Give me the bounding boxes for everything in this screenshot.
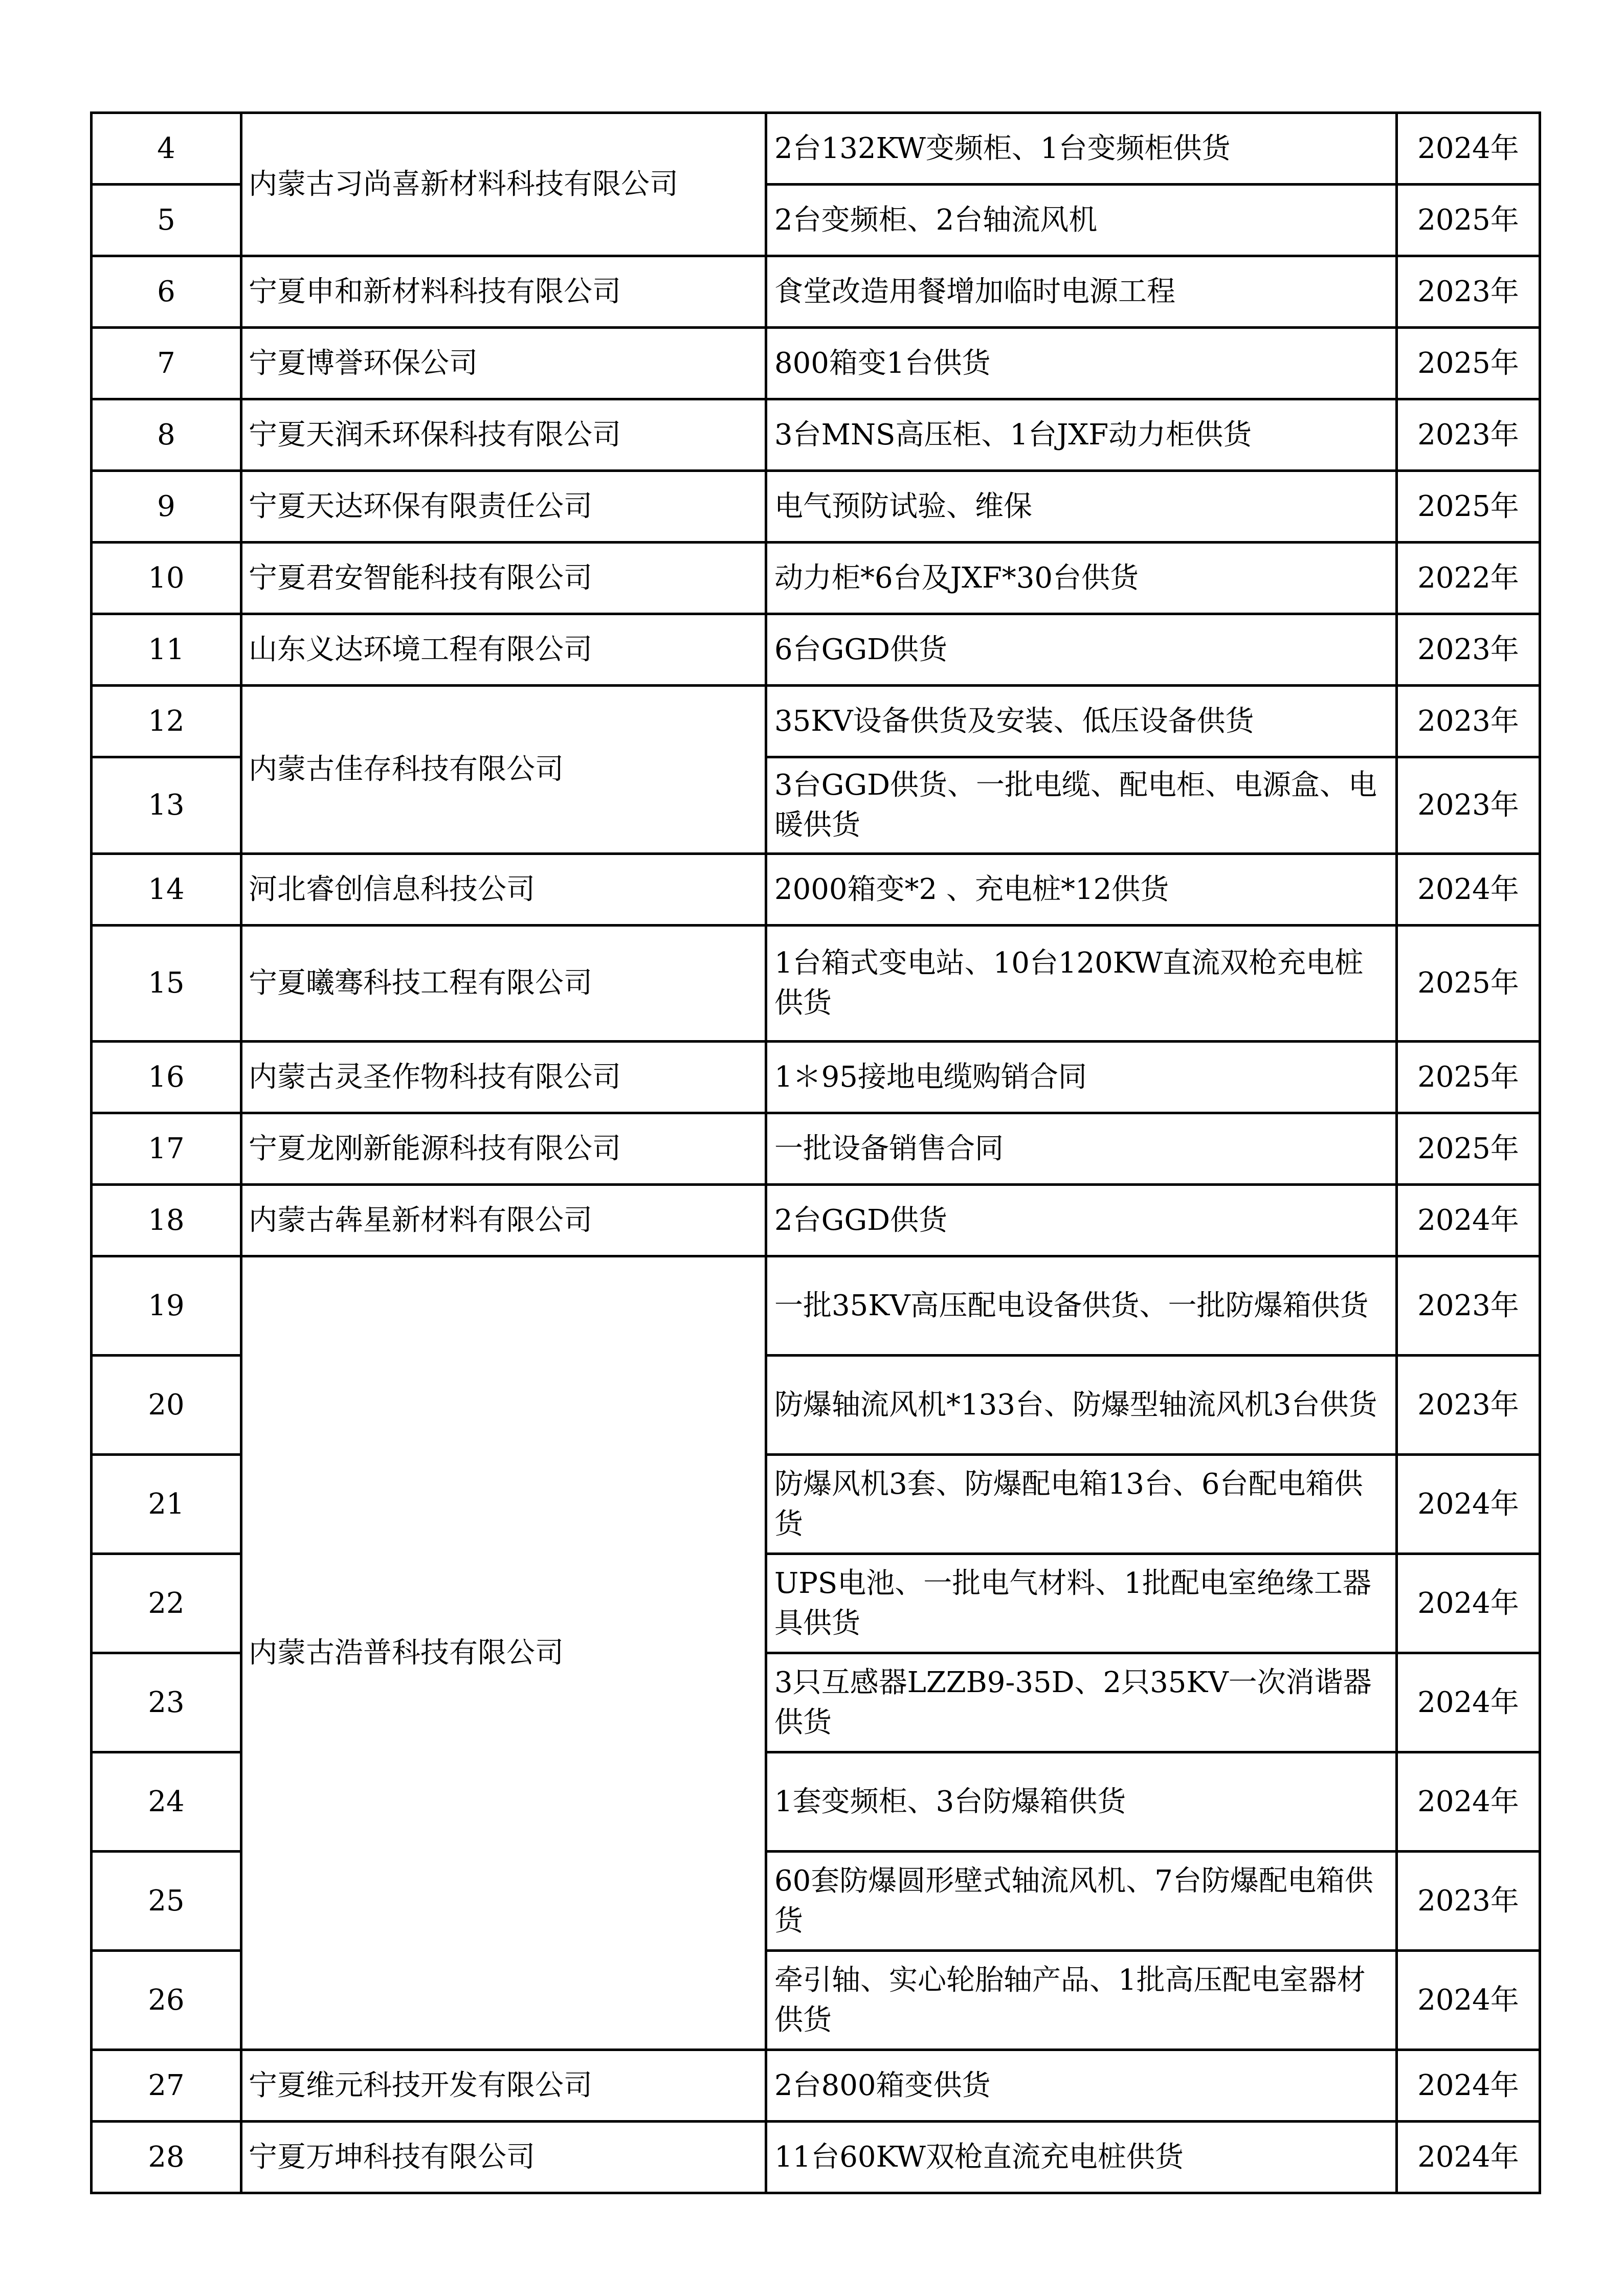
company-name: 宁夏维元科技开发有限公司: [241, 2050, 766, 2122]
row-number: 19: [92, 1256, 241, 1356]
contract-item: 3台MNS高压柜、1台JXF动力柜供货: [766, 399, 1397, 471]
contract-year: 2024年: [1397, 854, 1540, 926]
contract-item: 1＊95接地电缆购销合同: [766, 1042, 1397, 1113]
row-number: 23: [92, 1653, 241, 1752]
contract-item: 食堂改造用餐增加临时电源工程: [766, 256, 1397, 328]
table-row: [92, 686, 1540, 757]
contract-year: 2024年: [1397, 1455, 1540, 1554]
contract-performance-table: [90, 111, 1541, 2194]
contract-year: 2025年: [1397, 1113, 1540, 1185]
contract-year: 2023年: [1397, 686, 1540, 757]
contract-year: 2023年: [1397, 1852, 1540, 1951]
table-row: [92, 614, 1540, 686]
contract-item: 3只互感器LZZB9-35D、2只35KV一次消谐器供货: [766, 1653, 1397, 1752]
row-number: 12: [92, 686, 241, 757]
row-number: 10: [92, 543, 241, 614]
contract-year: 2023年: [1397, 256, 1540, 328]
contract-year: 2025年: [1397, 328, 1540, 399]
table-row: [92, 328, 1540, 399]
row-number: 6: [92, 256, 241, 328]
contract-item: UPS电池、一批电气材料、1批配电室绝缘工器具供货: [766, 1554, 1397, 1653]
row-number: 17: [92, 1113, 241, 1185]
table-row: [92, 854, 1540, 926]
company-name: 内蒙古习尚喜新材料科技有限公司: [241, 113, 766, 256]
contract-item: 1台箱式变电站、10台120KW直流双枪充电桩供货: [766, 926, 1397, 1042]
contract-item: 3台GGD供货、一批电缆、配电柜、电源盒、电暖供货: [766, 757, 1397, 854]
table-row: [92, 1042, 1540, 1113]
table-row: [92, 2050, 1540, 2122]
contract-year: 2022年: [1397, 543, 1540, 614]
company-name: 山东义达环境工程有限公司: [241, 614, 766, 686]
row-number: 11: [92, 614, 241, 686]
contract-item: 2台GGD供货: [766, 1185, 1397, 1256]
contract-year: 2023年: [1397, 399, 1540, 471]
contract-year: 2025年: [1397, 1042, 1540, 1113]
contract-item: 一批设备销售合同: [766, 1113, 1397, 1185]
row-number: 28: [92, 2122, 241, 2193]
contract-year: 2024年: [1397, 2122, 1540, 2193]
contract-item: 动力柜*6台及JXF*30台供货: [766, 543, 1397, 614]
table-row: [92, 471, 1540, 543]
table-row: [92, 399, 1540, 471]
row-number: 14: [92, 854, 241, 926]
contract-year: 2025年: [1397, 185, 1540, 256]
row-number: 16: [92, 1042, 241, 1113]
table-row: [92, 1113, 1540, 1185]
table-row: [92, 926, 1540, 1042]
contract-item: 2000箱变*2 、充电桩*12供货: [766, 854, 1397, 926]
row-number: 5: [92, 185, 241, 256]
contract-item: 2台132KW变频柜、1台变频柜供货: [766, 113, 1397, 185]
company-name: 宁夏申和新材料科技有限公司: [241, 256, 766, 328]
company-name: 宁夏曦骞科技工程有限公司: [241, 926, 766, 1042]
company-name: 宁夏君安智能科技有限公司: [241, 543, 766, 614]
table-row: [92, 113, 1540, 185]
table-row: [92, 543, 1540, 614]
row-number: 7: [92, 328, 241, 399]
contract-year: 2023年: [1397, 757, 1540, 854]
contract-year: 2024年: [1397, 1951, 1540, 2050]
contract-item: 2台变频柜、2台轴流风机: [766, 185, 1397, 256]
contract-item: 防爆轴流风机*133台、防爆型轴流风机3台供货: [766, 1356, 1397, 1455]
company-name: 内蒙古灵圣作物科技有限公司: [241, 1042, 766, 1113]
row-number: 24: [92, 1752, 241, 1852]
contract-year: 2024年: [1397, 1752, 1540, 1852]
contract-year: 2024年: [1397, 1554, 1540, 1653]
contract-item: 一批35KV高压配电设备供货、一批防爆箱供货: [766, 1256, 1397, 1356]
table-row: [92, 1185, 1540, 1256]
contract-item: 800箱变1台供货: [766, 328, 1397, 399]
company-name: 宁夏万坤科技有限公司: [241, 2122, 766, 2193]
company-name: 宁夏天润禾环保科技有限公司: [241, 399, 766, 471]
contract-item: 2台800箱变供货: [766, 2050, 1397, 2122]
row-number: 15: [92, 926, 241, 1042]
company-name: 宁夏博誉环保公司: [241, 328, 766, 399]
row-number: 20: [92, 1356, 241, 1455]
company-name: 河北睿创信息科技公司: [241, 854, 766, 926]
table-row: [92, 256, 1540, 328]
row-number: 13: [92, 757, 241, 854]
contract-year: 2023年: [1397, 614, 1540, 686]
contract-year: 2024年: [1397, 1185, 1540, 1256]
row-number: 21: [92, 1455, 241, 1554]
row-number: 4: [92, 113, 241, 185]
row-number: 8: [92, 399, 241, 471]
company-name: 宁夏天达环保有限责任公司: [241, 471, 766, 543]
contract-year: 2023年: [1397, 1356, 1540, 1455]
contract-item: 60套防爆圆形壁式轴流风机、7台防爆配电箱供货: [766, 1852, 1397, 1951]
table-row: [92, 2122, 1540, 2193]
row-number: 18: [92, 1185, 241, 1256]
contract-item: 1套变频柜、3台防爆箱供货: [766, 1752, 1397, 1852]
contract-item: 防爆风机3套、防爆配电箱13台、6台配电箱供货: [766, 1455, 1397, 1554]
contract-year: 2025年: [1397, 926, 1540, 1042]
row-number: 27: [92, 2050, 241, 2122]
company-name: 宁夏龙刚新能源科技有限公司: [241, 1113, 766, 1185]
contract-year: 2025年: [1397, 471, 1540, 543]
row-number: 25: [92, 1852, 241, 1951]
table-row: [92, 1256, 1540, 1356]
row-number: 9: [92, 471, 241, 543]
contract-item: 牵引轴、实心轮胎轴产品、1批高压配电室器材供货: [766, 1951, 1397, 2050]
contract-year: 2024年: [1397, 1653, 1540, 1752]
contract-year: 2023年: [1397, 1256, 1540, 1356]
contract-year: 2024年: [1397, 113, 1540, 185]
contract-year: 2024年: [1397, 2050, 1540, 2122]
contract-item: 电气预防试验、维保: [766, 471, 1397, 543]
contract-item: 6台GGD供货: [766, 614, 1397, 686]
company-name: 内蒙古犇星新材料有限公司: [241, 1185, 766, 1256]
contract-item: 35KV设备供货及安装、低压设备供货: [766, 686, 1397, 757]
contract-item: 11台60KW双枪直流充电桩供货: [766, 2122, 1397, 2193]
row-number: 22: [92, 1554, 241, 1653]
row-number: 26: [92, 1951, 241, 2050]
company-name: 内蒙古浩普科技有限公司: [241, 1256, 766, 2050]
company-name: 内蒙古佳存科技有限公司: [241, 686, 766, 854]
